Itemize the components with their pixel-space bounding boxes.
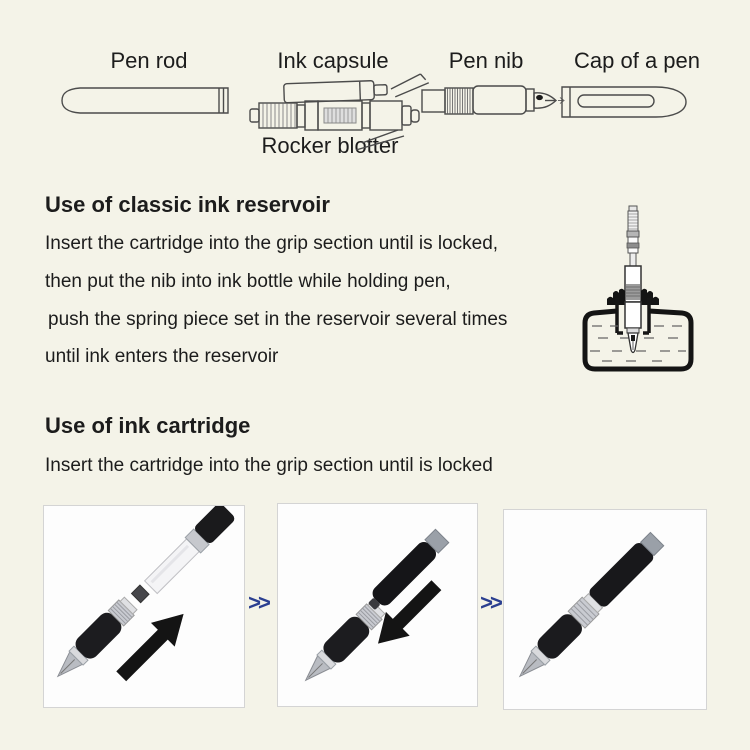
section-heading-reservoir: Use of classic ink reservoir [45,192,330,217]
instruction-line: Insert the cartridge into the grip section until is locked [45,455,493,476]
instruction-line: until ink enters the reservoir [45,346,279,367]
connector-piece [132,585,150,603]
ink-bottle-illustration [572,198,704,383]
step-photo-2 [277,503,478,707]
step1-drawing [44,506,244,707]
pen-cap-drawing [562,87,686,117]
instruction-line: push the spring piece set in the reservoir several times [48,309,508,330]
label-pen-rod: Pen rod [110,48,188,73]
assembled-pen [511,530,666,685]
ink-capsule-drawing [284,74,430,103]
pen-nib-drawing [422,86,564,114]
nib-in-ink-drawing [625,302,641,353]
pen-parts-diagram [0,70,750,180]
ink-cartridge [364,528,450,614]
instruction-line: Insert the cartridge into the grip section until is locked, [45,233,499,254]
instruction-line: then put the nib into ink bottle while holding pen, [45,271,451,292]
insert-arrow-up-icon [116,614,183,681]
pen-rod-drawing [62,88,228,113]
label-pen-nib: Pen nib [448,48,524,73]
step2-drawing [278,504,477,706]
converter-drawing [250,101,419,150]
step-separator-icon: >> [248,590,268,615]
step3-drawing [504,510,706,709]
step-separator-icon: >> [480,590,500,615]
converter-piece [143,506,237,596]
step-photo-1 [43,505,245,708]
grip-section [297,598,388,689]
label-rocker-blotter: Rocker blotter [261,133,399,158]
label-ink-capsule: Ink capsule [277,48,389,73]
section-heading-cartridge: Use of ink cartridge [45,413,251,438]
label-cap-of-a-pen: Cap of a pen [574,48,700,73]
pen-in-bottle-drawing [625,206,641,302]
step-photo-3 [503,509,707,710]
